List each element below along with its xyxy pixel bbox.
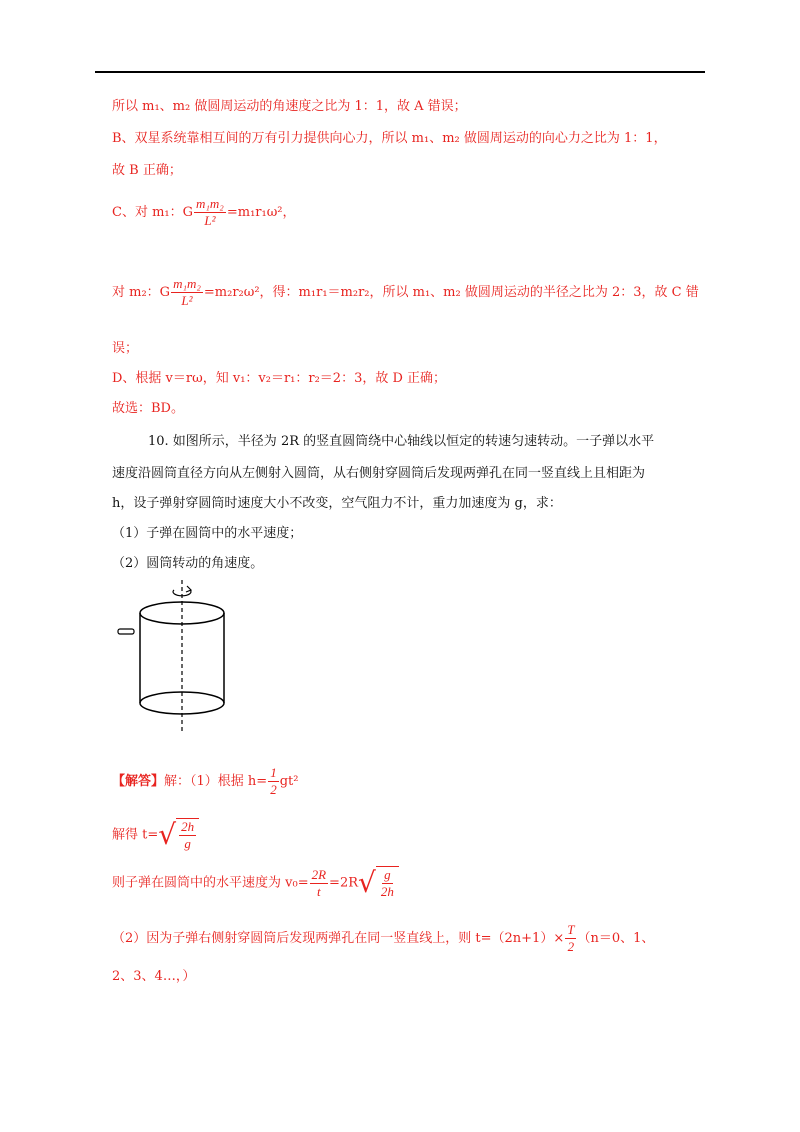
- answer-line-4: [112, 922, 654, 955]
- fraction-numerator: m₁m₂: [196, 196, 224, 211]
- rotating-cylinder-diagram: [112, 580, 242, 740]
- square-root: √ $\frac{g}{2h}$: [358, 866, 399, 900]
- text-line: D、根据 v＝rω，知 v₁：v₂＝r₁：r₂＝2：3，故 D 正确；: [112, 371, 447, 386]
- fraction-numerator: 2R: [311, 866, 327, 882]
- text-line: B、双星系统靠相互间的万有引力提供向心力，所以 m₁、m₂ 做圆周运动的向心力之比为 1：1，: [112, 131, 667, 146]
- fraction: [310, 867, 328, 900]
- answer-line-1: [112, 765, 298, 798]
- fraction-denominator: 2: [567, 939, 575, 954]
- fraction-numerator: g: [384, 867, 391, 882]
- answer-tag: 【解答】: [112, 774, 165, 789]
- fraction-denominator: t: [317, 883, 321, 899]
- fraction: [179, 819, 196, 852]
- square-root: √ $\frac{2h}{g}$: [158, 818, 199, 852]
- question-part-2: （2）圆筒转动的角速度。: [112, 556, 264, 571]
- question-part-1: （1）子弹在圆筒中的水平速度；: [112, 526, 303, 541]
- answer-line-5: 2、3、4…，）: [112, 969, 196, 984]
- answer-text: gt²: [279, 774, 299, 789]
- eq-prefix: 对 m₂：G: [112, 285, 171, 300]
- eq-suffix: =m₁r₁ω²，: [226, 205, 296, 220]
- eq-prefix: C、对 m₁：G: [112, 205, 194, 220]
- question-line: h，设子弹射穿圆筒时速度大小不改变，空气阻力不计，重力加速度为 g，求：: [112, 496, 562, 511]
- text-line: 所以 m₁、m₂ 做圆周运动的角速度之比为 1：1，故 A 错误；: [112, 99, 467, 114]
- fraction-denominator: L²: [181, 293, 193, 308]
- fraction: [379, 867, 396, 900]
- answer-text: （n＝0、1、: [577, 931, 655, 946]
- fraction: [268, 765, 279, 798]
- fraction-numerator: T: [567, 922, 575, 937]
- question-line: 速度沿圆筒直径方向从左侧射入圆筒，从右侧射穿圆筒后发现两弹孔在同一竖直线上且相距为: [112, 466, 646, 481]
- text-line: 故选：BD。: [112, 401, 184, 416]
- text-line: 误；: [112, 341, 139, 356]
- answer-text: 解：（1）根据 h=: [164, 774, 268, 789]
- fraction-denominator: 2h: [380, 884, 394, 899]
- header-rule: [95, 71, 705, 73]
- fraction: [171, 276, 203, 309]
- answer-text: 则子弹在圆筒中的水平速度为 v₀=: [112, 875, 309, 891]
- fraction-numerator: 1: [270, 765, 277, 780]
- answer-text: （2）因为子弹右侧射穿圆筒后发现两弹孔在同一竖直线上，则 t=（2n+1）×: [112, 931, 565, 946]
- eq-suffix: =m₂r₂ω²，得：m₁r₁＝m₂r₂，所以 m₁、m₂ 做圆周运动的半径之比为 2：3，故 C 错: [203, 285, 699, 300]
- question-line: 10. 如图所示，半径为 2R 的竖直圆筒绕中心轴线以恒定的转速匀速转动。一子弹以水平: [148, 434, 655, 449]
- fraction: [194, 196, 226, 229]
- fraction-numerator: 2h: [181, 819, 195, 834]
- answer-line-3: [112, 866, 399, 900]
- answer-text: =2R: [329, 875, 358, 891]
- fraction: [565, 922, 576, 955]
- fraction-numerator: m₁m₂: [173, 276, 201, 291]
- answer-line-2: [112, 818, 199, 852]
- text-line: 故 B 正确；: [112, 163, 182, 178]
- cylinder-figure: [112, 580, 242, 744]
- equation-line-m2: [112, 276, 699, 309]
- equation-line-c: [112, 196, 296, 229]
- answer-text: 解得 t=: [112, 827, 159, 843]
- fraction-denominator: g: [184, 836, 191, 851]
- fraction-denominator: 2: [270, 782, 277, 797]
- fraction-denominator: L²: [204, 213, 216, 228]
